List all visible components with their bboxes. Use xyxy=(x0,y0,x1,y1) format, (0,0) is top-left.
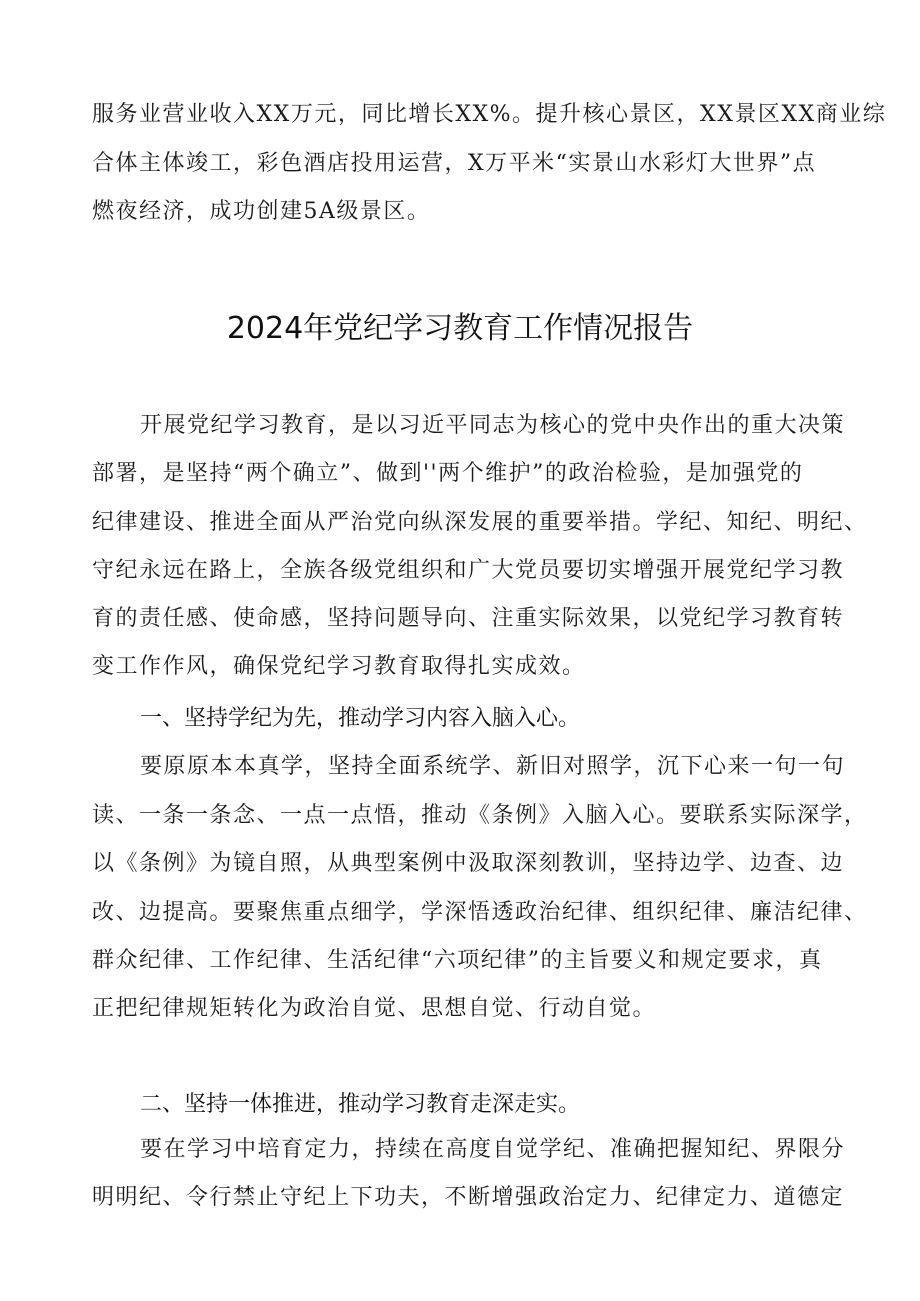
paragraph-line: 正把纪律规矩转化为政治自觉、思想自觉、行动自觉。 xyxy=(92,996,657,1021)
paragraph-line: 以《条例》为镜自照，从典型案例中汲取深刻教训，坚持边学、边查、边 xyxy=(92,851,845,876)
paragraph-line: 育的责任感、使命感，坚持问题导向、注重实际效果，以党纪学习教育转 xyxy=(92,606,845,631)
paragraph-line: 要在学习中培育定力，持续在高度自觉学纪、准确把握知纪、界限分 xyxy=(140,1137,846,1162)
section-heading: 一、坚持学纪为先，推动学习内容入脑入心。 xyxy=(140,706,581,731)
paragraph-line: 部署，是坚持“两个确立”、做到''两个维护”的政治检验，是加强党的 xyxy=(92,461,804,486)
paragraph-line: 纪律建设、推进全面从严治党向纵深发展的重要举措。学纪、知纪、明纪、 xyxy=(92,510,868,535)
paragraph-line: 群众纪律、工作纪律、生活纪律“六项纪律”的主旨要义和规定要求，真 xyxy=(92,948,823,973)
intro-line: 燃夜经济，成功创建5A级景区。 xyxy=(92,199,431,224)
paragraph-line: 改、边提高。要聚焦重点细学，学深悟透政治纪律、组织纪律、廉洁纪律、 xyxy=(92,900,868,925)
paragraph-line: 要原原本本真学，坚持全面系统学、新旧对照学，沉下心来一句一句 xyxy=(140,754,846,779)
document-title: 2024年党纪学习教育工作情况报告 xyxy=(226,311,694,346)
intro-line: 合体主体竣工，彩色酒店投用运营，X万平米“实景山水彩灯大世界”点 xyxy=(92,151,817,176)
paragraph-line: 守纪永远在路上，全族各级党组织和广大党员要切实增强开展党纪学习教 xyxy=(92,558,845,583)
section-heading: 二、坚持一体推进，推动学习教育走深走实。 xyxy=(140,1092,581,1117)
paragraph-line: 变工作作风，确保党纪学习教育取得扎实成效。 xyxy=(92,654,586,679)
intro-line: 服务业营业收入XX万元，同比增长XX%。提升核心景区，XX景区XX商业综 xyxy=(92,102,887,127)
paragraph-line: 读、一条一条念、一点一点悟，推动《条例》入脑入心。要联系实际深学， xyxy=(92,803,868,828)
paragraph-line: 明明纪、令行禁止守纪上下功夫，不断增强政治定力、纪律定力、道德定 xyxy=(92,1185,845,1210)
paragraph-line: 开展党纪学习教育，是以习近平同志为核心的党中央作出的重大决策 xyxy=(140,413,846,438)
